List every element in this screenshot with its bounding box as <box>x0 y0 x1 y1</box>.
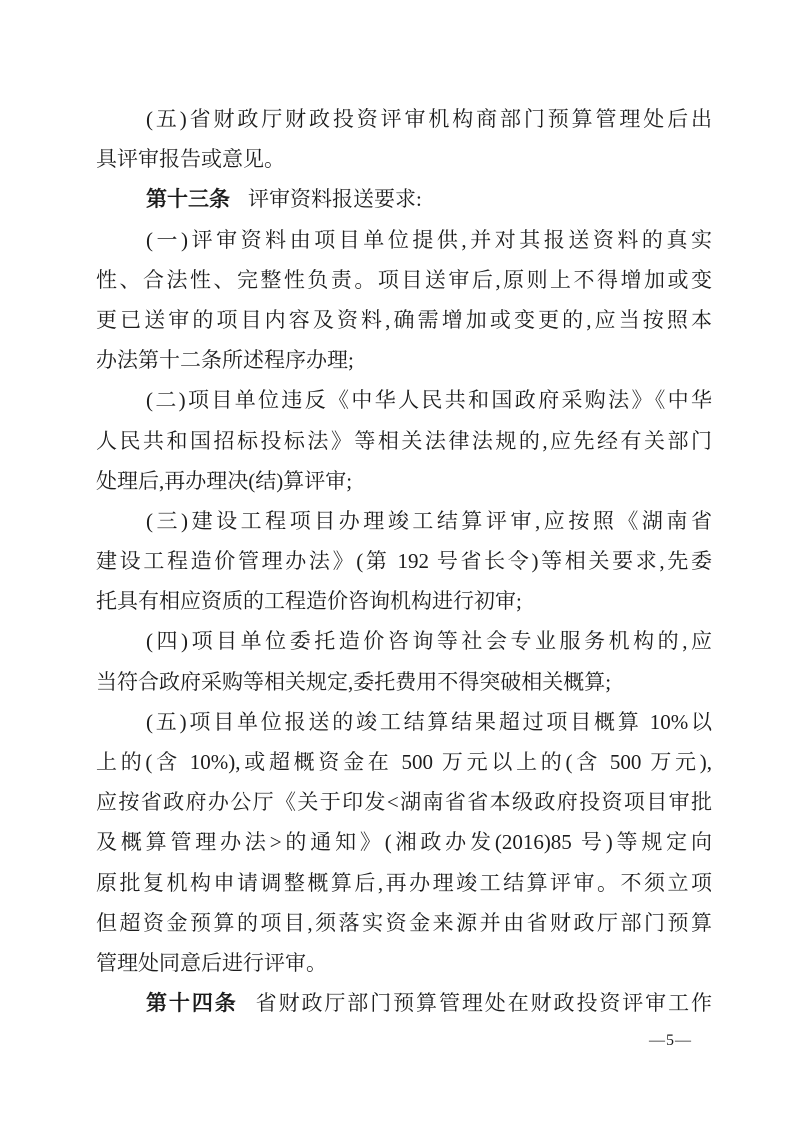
paragraph <box>96 621 712 701</box>
article-number: 第十四条 <box>146 991 238 1016</box>
text-line: 建设工程造价管理办法》(第 192 号省长令)等相关要求,先委 <box>96 549 712 574</box>
text-line: 但超资金预算的项目,须落实资金来源并由省财政厅部门预算 <box>96 910 712 935</box>
paragraph <box>96 99 712 179</box>
text-line: 办法第十二条所述程序办理; <box>96 348 354 373</box>
text-line: 当符合政府采购等相关规定,委托费用不得突破相关概算; <box>96 669 612 694</box>
text-line <box>96 983 712 1023</box>
text-line: (一)评审资料由项目单位提供,并对其报送资料的真实 <box>146 227 712 252</box>
article-text: 评审资料报送要求: <box>248 187 422 212</box>
text-line: 原批复机构申请调整概算后,再办理竣工结算评审。不须立项 <box>96 870 712 895</box>
text-line: (四)项目单位委托造价咨询等社会专业服务机构的,应 <box>146 629 712 654</box>
paragraph <box>96 179 712 219</box>
paragraph <box>96 380 712 501</box>
text-line: 性、合法性、完整性负责。项目送审后,原则上不得增加或变 <box>96 267 712 292</box>
text-line: 上的(含 10%),或超概资金在 500 万元以上的(含 500 万元), <box>96 750 712 774</box>
text-line: 及概算管理办法>的通知》(湘政办发(2016)85 号)等规定向 <box>96 830 712 855</box>
paragraph <box>96 501 712 622</box>
text-line: 更已送审的项目内容及资料,确需增加或变更的,应当按照本 <box>96 307 712 332</box>
text-line: 处理后,再办理决(结)算评审; <box>96 468 353 493</box>
text-line <box>96 179 712 219</box>
text-line: (五)省财政厅财政投资评审机构商部门预算管理处后出 <box>146 107 712 131</box>
text-line: 人民共和国招标投标法》等相关法律法规的,应先经有关部门 <box>96 428 712 453</box>
paragraph <box>96 983 712 1023</box>
text-line: 托具有相应资质的工程造价咨询机构进行初审; <box>96 589 522 614</box>
text-line: 管理处同意后进行评审。 <box>96 950 327 975</box>
text-line: (三)建设工程项目办理竣工结算评审,应按照《湖南省 <box>146 508 712 533</box>
paragraph <box>96 702 712 983</box>
article-number: 第十三条 <box>146 187 230 212</box>
paragraph <box>96 220 712 381</box>
text-line: 具评审报告或意见。 <box>96 147 285 172</box>
page-number: —5— <box>649 1032 692 1049</box>
text-line: 应按省政府办公厅《关于印发<湖南省省本级政府投资项目审批 <box>96 790 712 815</box>
text-line: (五)项目单位报送的竣工结算结果超过项目概算 10%以 <box>146 709 712 734</box>
article-text: 省财政厅部门预算管理处在财政投资评审工作 <box>255 991 713 1016</box>
document-body <box>96 99 712 1023</box>
text-line: (二)项目单位违反《中华人民共和国政府采购法》《中华 <box>146 388 712 413</box>
